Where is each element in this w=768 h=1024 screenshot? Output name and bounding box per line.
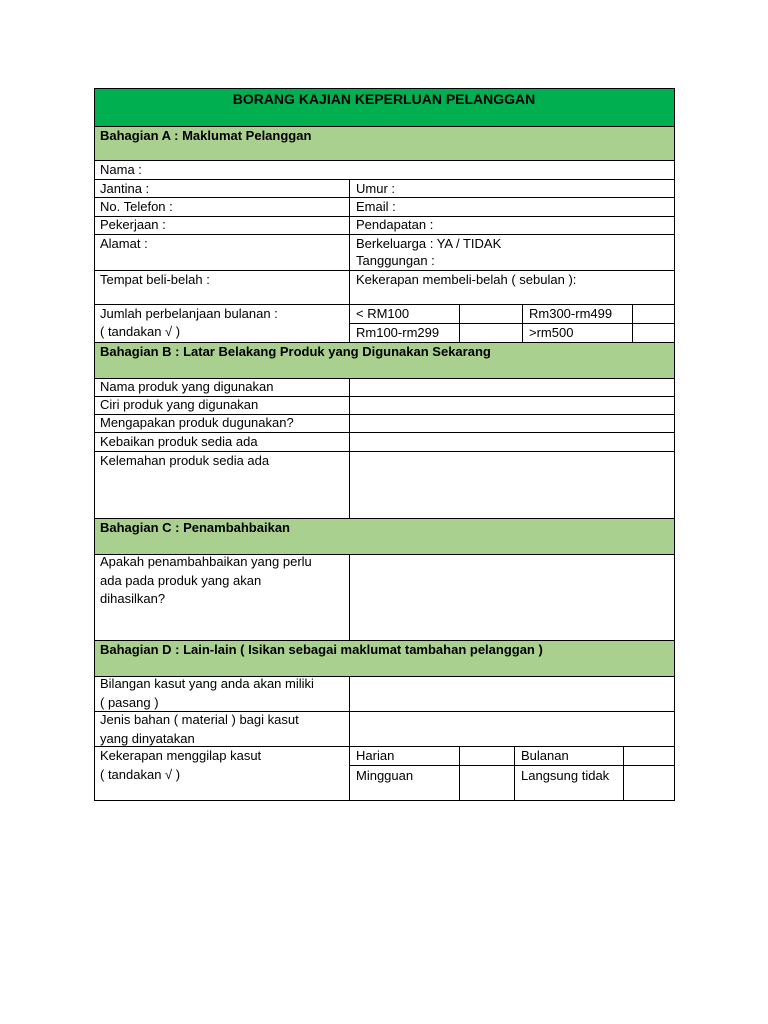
jenis-answer-field[interactable] <box>350 712 673 745</box>
bilangan-label: Bilangan kasut yang anda akan miliki ( pasang ) <box>100 676 314 710</box>
tanggungan-label: Tanggungan : <box>356 253 435 268</box>
jumlah-label: Jumlah perbelanjaan bulanan : <box>100 306 278 321</box>
section-c-answer-field[interactable] <box>350 555 673 639</box>
kekerapan-label: Kekerapan membeli-belah ( sebulan ): <box>356 272 577 287</box>
section-b-answer-field[interactable] <box>350 433 673 450</box>
tick-box[interactable] <box>460 747 513 764</box>
section-b-answer-field[interactable] <box>350 379 673 395</box>
berkeluarga-label: Berkeluarga : YA / TIDAK <box>356 236 502 251</box>
tick-box[interactable] <box>633 324 673 341</box>
bilangan-answer-field[interactable] <box>350 677 673 710</box>
tick-box[interactable] <box>460 766 513 799</box>
section-b-answer-field[interactable] <box>350 452 673 517</box>
kekerapan-gilap-label: Kekerapan menggilap kasut <box>100 748 262 763</box>
kekerapan-gilap-hint: ( tandakan √ ) <box>100 767 181 782</box>
rule <box>94 88 675 89</box>
rule <box>94 88 95 801</box>
alamat-label: Alamat : <box>100 236 148 251</box>
section-b-heading: Bahagian B : Latar Belakang Produk yang Digunakan Sekarang <box>100 344 491 359</box>
section-b-row-label: Nama produk yang digunakan <box>100 379 274 394</box>
email-label: Email : <box>356 199 396 214</box>
rule <box>522 304 523 342</box>
form-title: BORANG KAJIAN KEPERLUAN PELANGGAN <box>232 91 536 107</box>
tick-box[interactable] <box>460 305 521 322</box>
jenis-label: Jenis bahan ( material ) bagi kasut yang dinyatakan <box>100 712 299 746</box>
option-label: Bulanan <box>521 748 569 763</box>
section-c-heading: Bahagian C : Penambahbaikan <box>100 520 290 535</box>
nama-label: Nama : <box>100 162 142 177</box>
jantina-field[interactable] <box>160 180 348 196</box>
tick-box[interactable] <box>624 766 673 799</box>
pekerjaan-label: Pekerjaan : <box>100 217 166 232</box>
option-label: >rm500 <box>529 325 574 340</box>
tick-box[interactable] <box>624 747 673 764</box>
pendapatan-label: Pendapatan : <box>356 217 434 232</box>
telefon-label: No. Telefon : <box>100 199 173 214</box>
jumlah-hint: ( tandakan √ ) <box>100 324 181 339</box>
section-b-answer-field[interactable] <box>350 397 673 413</box>
nama-field[interactable] <box>160 161 673 178</box>
section-b-row-label: Mengapakan produk dugunakan? <box>100 415 294 430</box>
rule <box>349 179 350 342</box>
section-b-row-label: Ciri produk yang digunakan <box>100 397 259 412</box>
rule <box>94 800 675 801</box>
section-b-row-label: Kelemahan produk sedia ada <box>100 453 270 468</box>
tick-box[interactable] <box>460 324 521 341</box>
rule <box>514 746 515 800</box>
option-label: < RM100 <box>356 306 410 321</box>
option-label: Langsung tidak <box>521 768 610 783</box>
umur-field[interactable] <box>405 180 673 196</box>
section-b-row-label: Kebaikan produk sedia ada <box>100 434 258 449</box>
option-label: Rm300-rm499 <box>529 306 613 321</box>
tick-box[interactable] <box>633 305 673 322</box>
section-b-answer-field[interactable] <box>350 415 673 431</box>
option-label: Mingguan <box>356 768 414 783</box>
section-a-heading: Bahagian A : Maklumat Pelanggan <box>100 128 312 143</box>
tempat-label: Tempat beli-belah : <box>100 272 210 287</box>
option-label: Harian <box>356 748 395 763</box>
option-label: Rm100-rm299 <box>356 325 440 340</box>
section-c-question: Apakah penambahbaikan yang perlu ada pada produk yang akan dihasilkan? <box>100 554 312 606</box>
jantina-label: Jantina : <box>100 181 150 196</box>
umur-label: Umur : <box>356 181 395 196</box>
section-d-heading: Bahagian D : Lain-lain ( Isikan sebagai maklumat tambahan pelanggan ) <box>100 642 543 657</box>
rule <box>674 88 675 801</box>
